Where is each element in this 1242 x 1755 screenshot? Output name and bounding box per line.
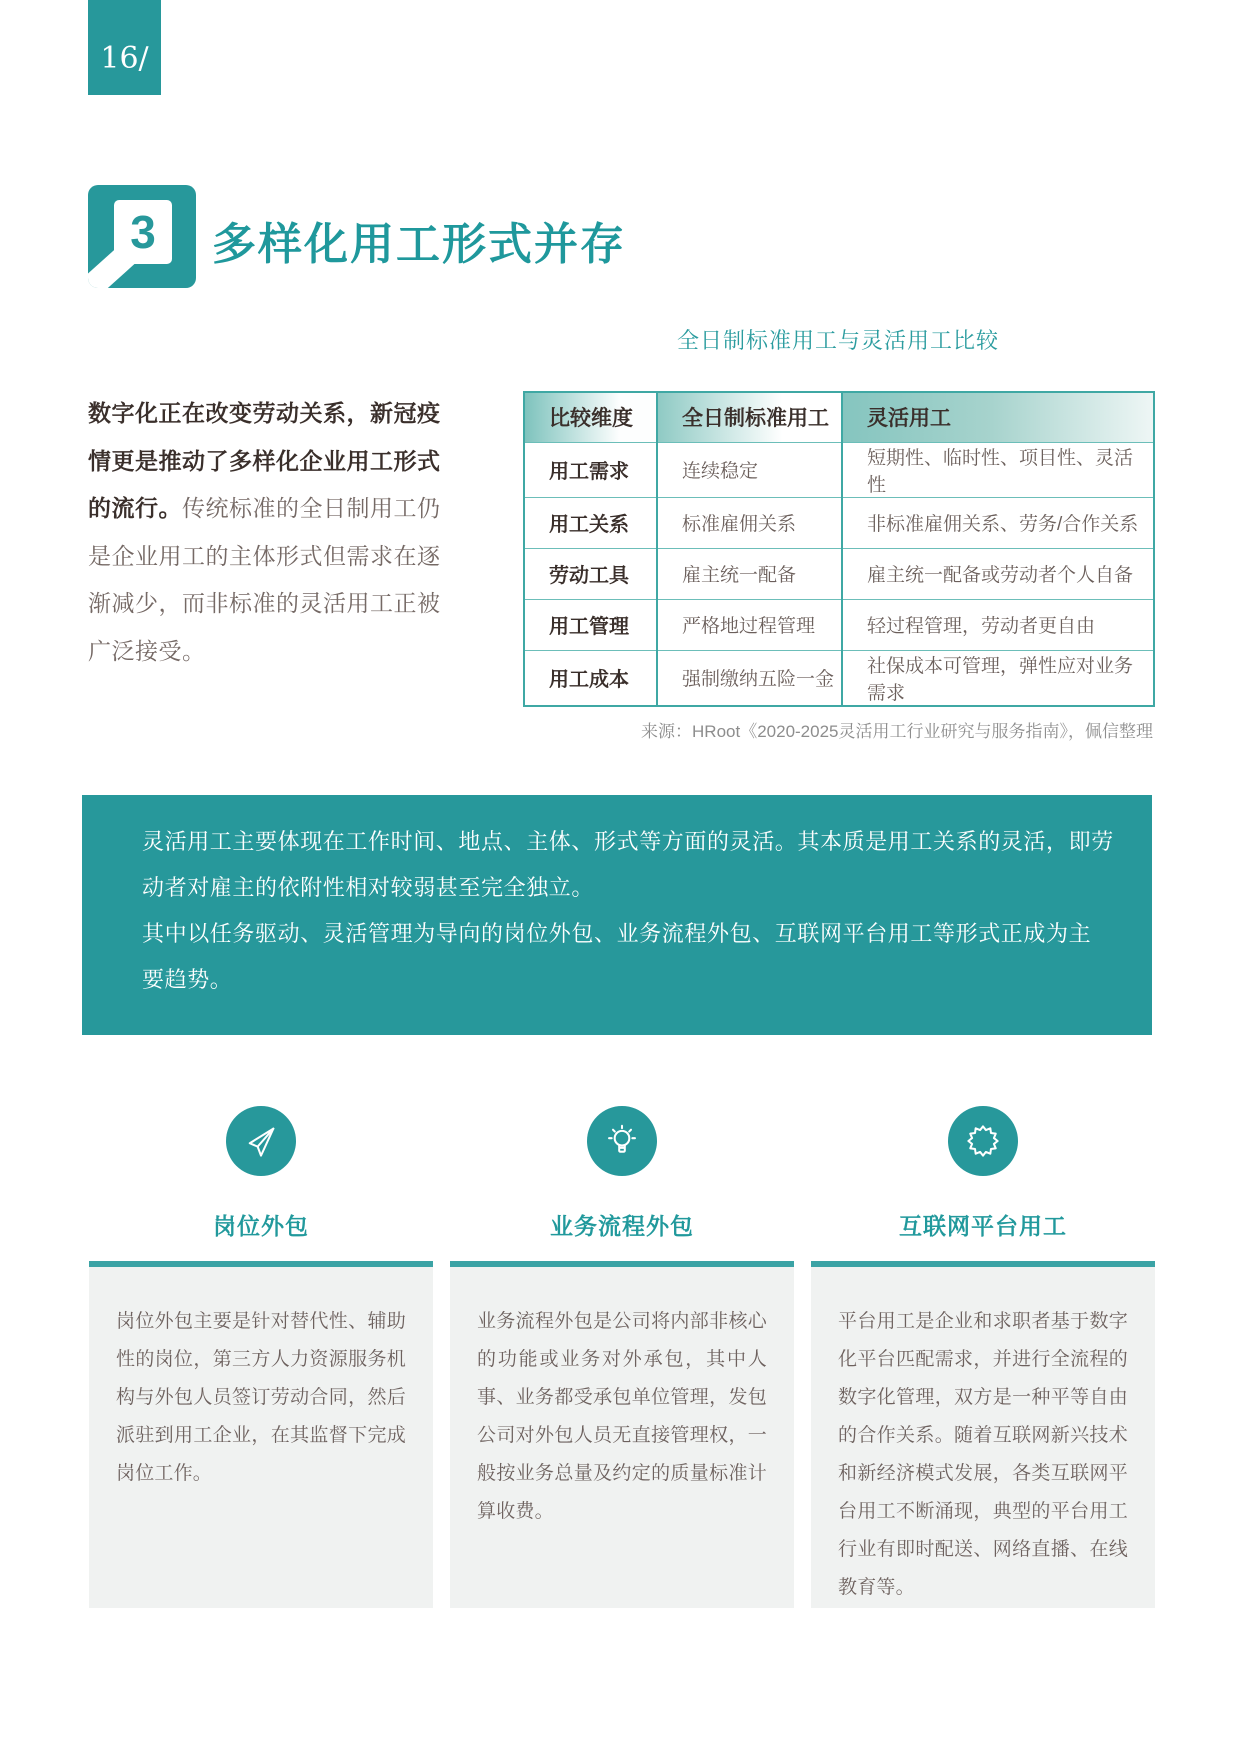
feature-label: 岗位外包 — [213, 1213, 309, 1239]
table-cell: 雇主统一配备 — [657, 548, 842, 599]
intro-line: 是企业用工的主体形式但需求在逐 — [88, 542, 441, 569]
comparison-table-title: 全日制标准用工与灵活用工比较 — [676, 328, 999, 353]
table-row — [524, 548, 1154, 599]
intro-line — [88, 485, 452, 533]
source-note: 来源：HRoot《2020-2025灵活用工行业研究与服务指南》，佩信整理 — [641, 722, 1153, 741]
table-row — [524, 599, 1154, 650]
intro-line: 数字化正在改变劳动关系，新冠疫 — [88, 400, 441, 426]
feature-card-text: 业务流程外包是公司将内部非核心的功能或业务对外承包，其中人事、业务都受承包单位管理，发包公司对外包人员无直接管理权，一般按业务总量及约定的质量标准计算收费。 — [477, 1311, 767, 1522]
intro-line: 渐减少，而非标准的灵活用工正被 — [88, 590, 441, 616]
paper-plane-icon — [226, 1106, 296, 1176]
feature-card-text: 平台用工是企业和求职者基于数字化平台匹配需求，并进行全流程的数字化管理，双方是一种平等自由的合作关系。随着互联网新兴技术和新经济模式发展，各类互联网平台用工不断涌现，典型的平台用工行业有即时配送、网络直播、在线教育等。 — [838, 1311, 1128, 1598]
intro-line: 广泛接受。 — [88, 637, 206, 664]
table-header-cell: 比较维度 — [524, 392, 657, 442]
table-header-cell: 灵活用工 — [842, 392, 1154, 442]
table-cell: 非标准雇佣关系、劳务/合作关系 — [842, 497, 1154, 548]
table-cell: 强制缴纳五险一金 — [657, 650, 842, 706]
banner-line: 其中以任务驱动、灵活管理为导向的岗位外包、业务流程外包、互联网平台用工等形式正成为主 — [142, 921, 1092, 946]
table-cell: 连续稳定 — [657, 442, 842, 497]
page-number-block — [88, 0, 161, 95]
section-badge — [88, 185, 196, 288]
table-cell-dimension: 用工成本 — [524, 650, 657, 706]
table-cell-dimension: 用工需求 — [524, 442, 657, 497]
feature-card — [450, 1261, 794, 1608]
page-number: 16/ — [100, 41, 149, 76]
table-cell: 轻过程管理，劳动者更自由 — [842, 599, 1154, 650]
intro-line: 情更是推动了多样化企业用工形式 — [88, 447, 441, 474]
feature-label: 互联网平台用工 — [899, 1213, 1067, 1239]
table-cell-dimension: 劳动工具 — [524, 548, 657, 599]
table-header-row — [524, 392, 1154, 442]
intro-line-bold: 的流行。 — [88, 495, 182, 521]
page-title: 多样化用工形式并存 — [212, 220, 626, 269]
gear-icon — [948, 1106, 1018, 1176]
table-cell: 严格地过程管理 — [657, 599, 842, 650]
table-cell-dimension: 用工关系 — [524, 497, 657, 548]
intro-paragraph — [88, 390, 452, 675]
table-cell: 社保成本可管理，弹性应对业务需求 — [842, 650, 1154, 706]
banner-line: 要趋势。 — [142, 967, 233, 992]
feature-label: 业务流程外包 — [550, 1213, 694, 1239]
lightbulb-icon — [587, 1106, 657, 1176]
comparison-table — [523, 391, 1155, 707]
table-cell: 雇主统一配备或劳动者个人自备 — [842, 548, 1154, 599]
table-row — [524, 442, 1154, 497]
feature-card — [89, 1261, 433, 1608]
table-header-cell: 全日制标准用工 — [657, 392, 842, 442]
table-row — [524, 497, 1154, 548]
feature-card-text: 岗位外包主要是针对替代性、辅助性的岗位，第三方人力资源服务机构与外包人员签订劳动合同，然后派驻到用工企业，在其监督下完成岗位工作。 — [116, 1311, 406, 1484]
intro-line-rest: 传统标准的全日制用工仍 — [182, 495, 441, 521]
table-row — [524, 650, 1154, 706]
table-cell: 短期性、临时性、项目性、灵活性 — [842, 442, 1154, 497]
banner-line: 灵活用工主要体现在工作时间、地点、主体、形式等方面的灵活。其本质是用工关系的灵活，即劳 — [142, 829, 1114, 854]
badge-number: 3 — [114, 200, 172, 264]
banner-line: 动者对雇主的依附性相对较弱甚至完全独立。 — [142, 875, 595, 900]
table-cell: 标准雇佣关系 — [657, 497, 842, 548]
feature-card — [811, 1261, 1155, 1608]
table-cell-dimension: 用工管理 — [524, 599, 657, 650]
highlight-banner — [82, 795, 1152, 1035]
